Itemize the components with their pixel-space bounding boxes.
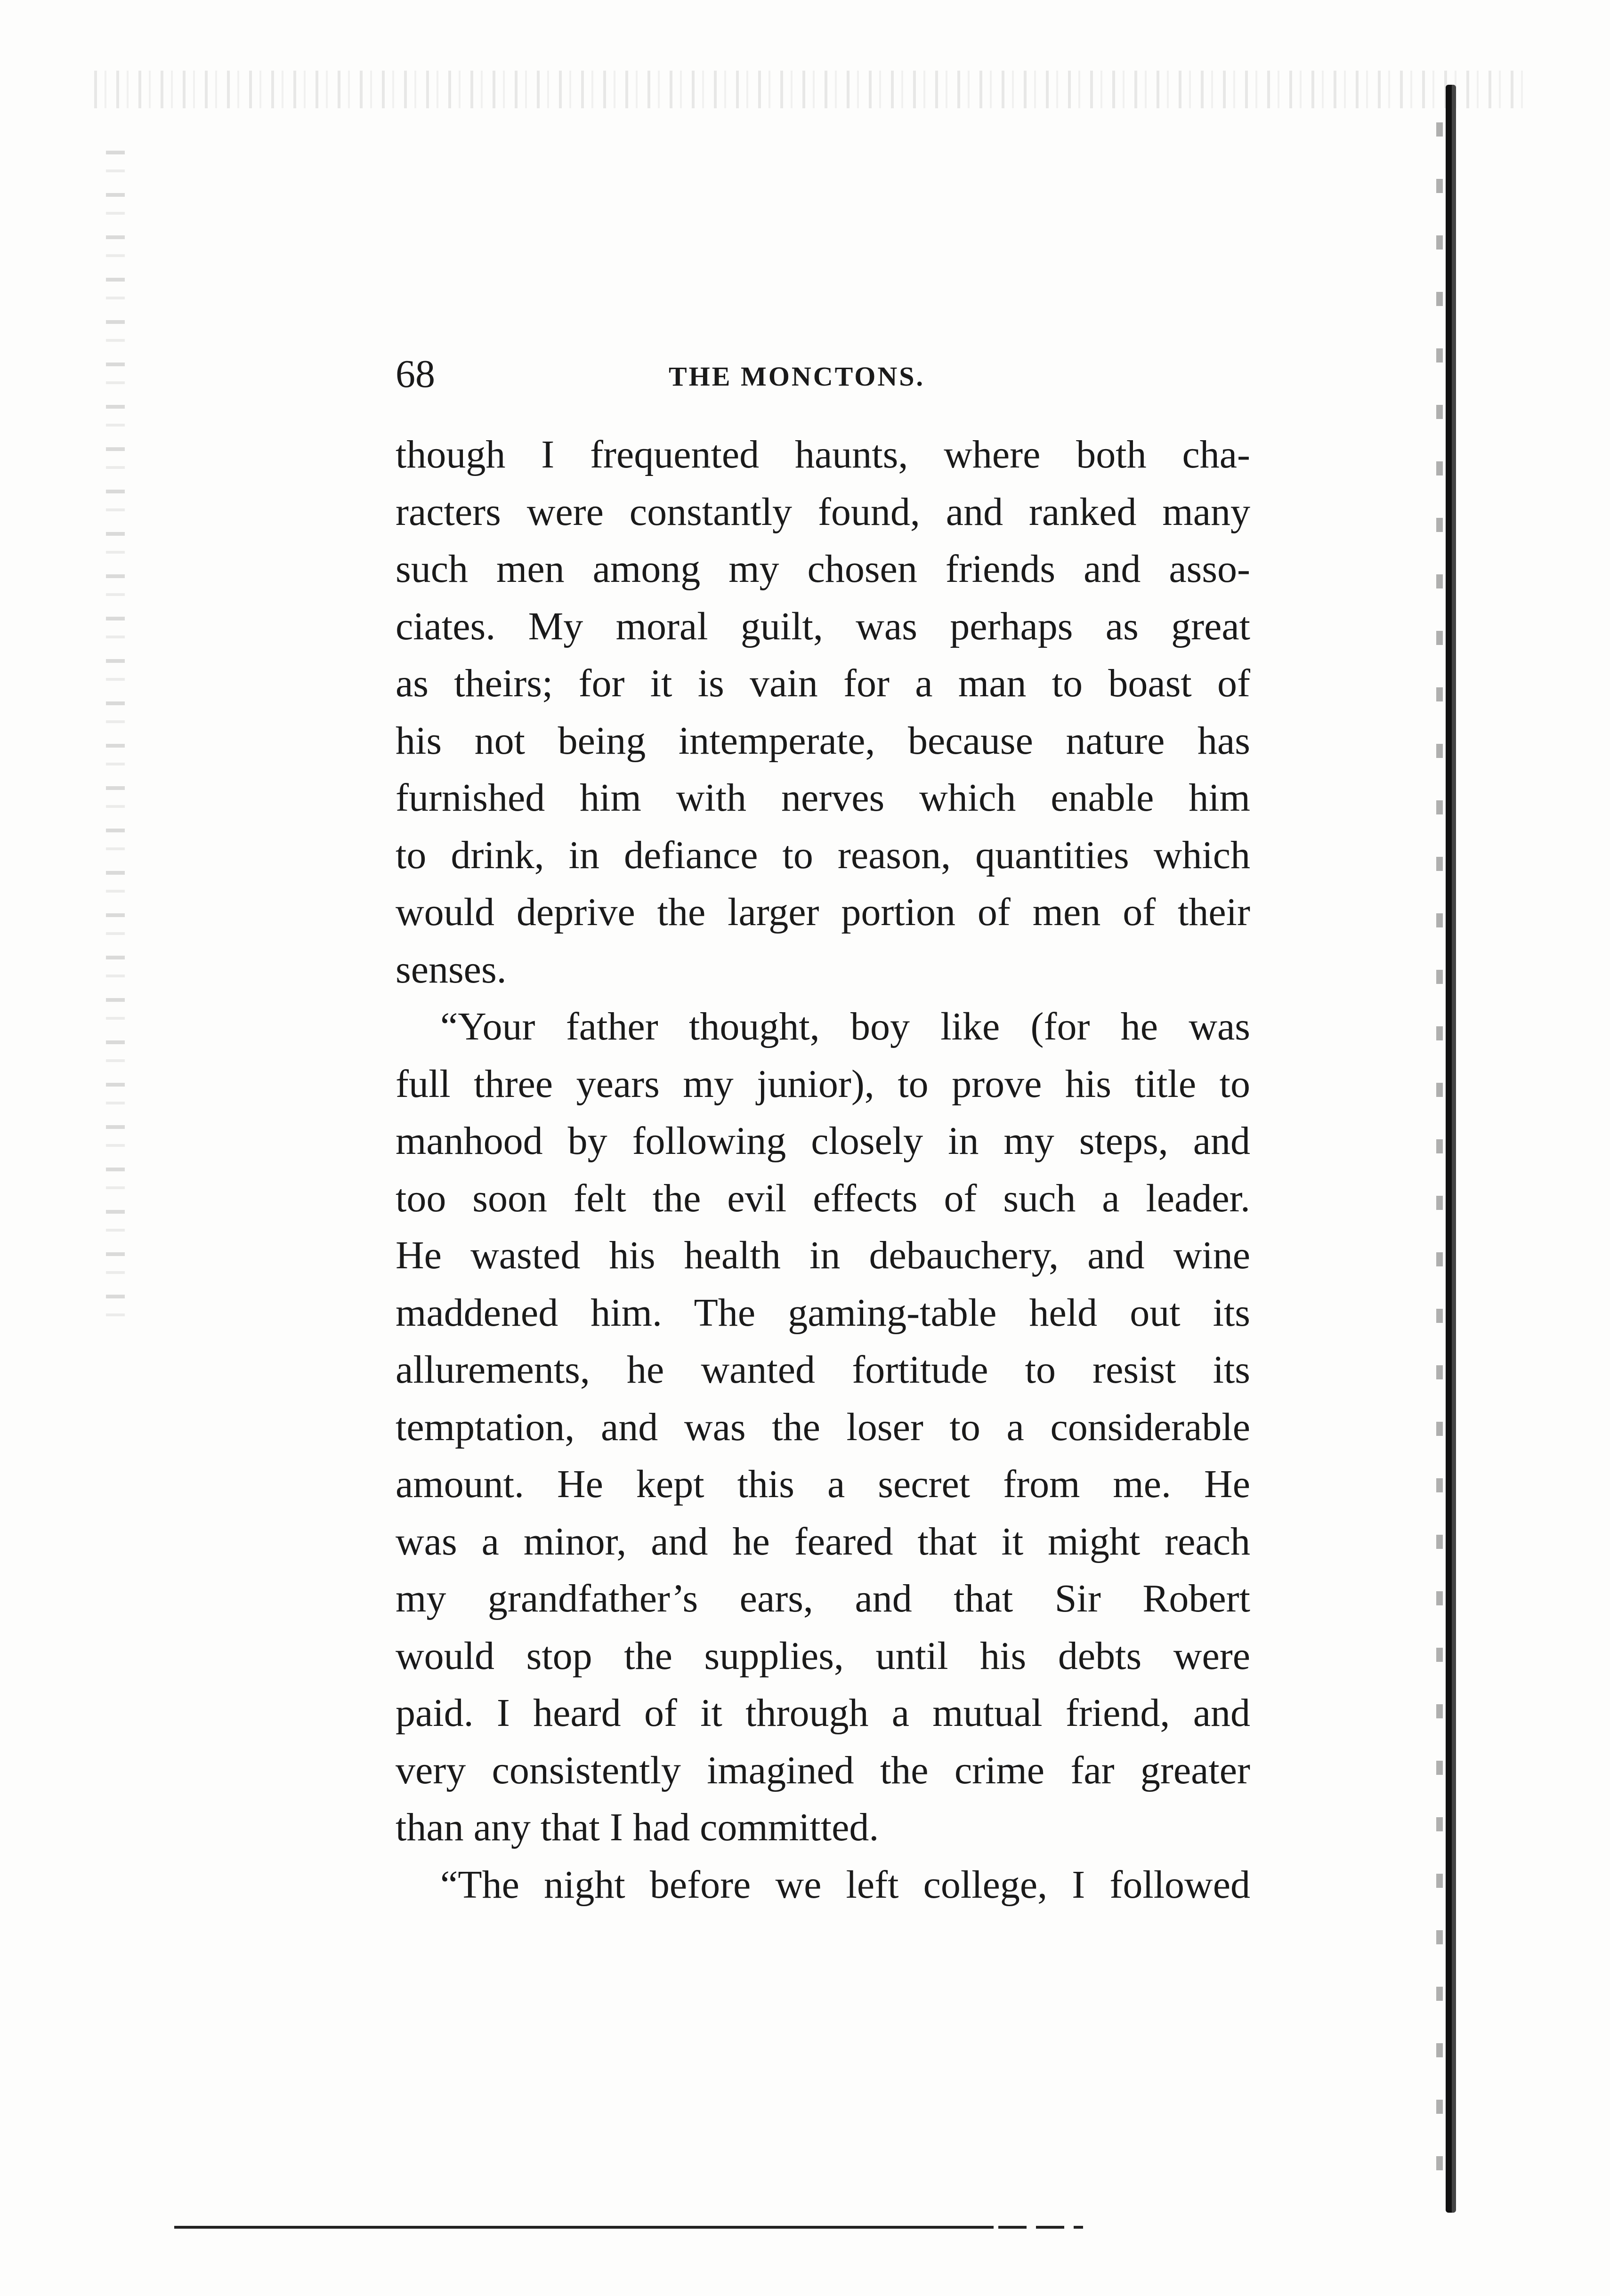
- running-head: THE MONCTONS.: [669, 361, 925, 392]
- page-binding-edge: [1446, 85, 1456, 2213]
- text-line: to drink, in defiance to reason, quantities which: [396, 833, 1250, 877]
- body-text: [396, 426, 1250, 1913]
- text-line: full three years my junior), to prove his title to: [396, 1062, 1250, 1106]
- text-line: furnished him with nerves which enable him: [396, 776, 1250, 820]
- text-line: manhood by following closely in my steps, and: [396, 1119, 1250, 1163]
- scan-noise-top: [94, 71, 1530, 108]
- text-line: his not being intemperate, because nature has: [396, 718, 1250, 763]
- page-edge-shadow: [1436, 122, 1443, 2194]
- text-line: such men among my chosen friends and asso-: [396, 547, 1250, 591]
- text-line: would stop the supplies, until his debts were: [396, 1634, 1250, 1678]
- text-line: senses.: [396, 947, 507, 991]
- text-line: paid. I heard of it through a mutual friend, and: [396, 1691, 1250, 1735]
- text-line: though I frequented haunts, where both cha-: [396, 433, 1250, 476]
- text-line: temptation, and was the loser to a considerable: [396, 1405, 1250, 1449]
- text-line: He wasted his health in debauchery, and wine: [396, 1233, 1250, 1277]
- text-line: was a minor, and he feared that it might reach: [396, 1519, 1250, 1563]
- scan-noise-left: [106, 151, 125, 1328]
- text-line: very consistently imagined the crime far greater: [396, 1748, 1250, 1792]
- text-line: ciates. My moral guilt, was perhaps as great: [396, 604, 1250, 648]
- text-line: amount. He kept this a secret from me. He: [396, 1462, 1250, 1506]
- text-line: as theirs; for it is vain for a man to boast of: [396, 661, 1250, 705]
- text-line: would deprive the larger portion of men of their: [396, 890, 1250, 934]
- text-line: “The night before we left college, I followed: [440, 1862, 1250, 1907]
- text-line: racters were constantly found, and ranked many: [396, 490, 1250, 534]
- bottom-rule: [174, 2226, 994, 2229]
- text-line: maddened him. The gaming-table held out its: [396, 1290, 1250, 1335]
- text-line: allurements, he wanted fortitude to resist its: [396, 1348, 1250, 1392]
- text-line: “Your father thought, boy like (for he was: [440, 1005, 1250, 1048]
- page-number: 68: [396, 352, 435, 396]
- text-line: too soon felt the evil effects of such a leader.: [396, 1176, 1250, 1220]
- bottom-rule-dash: [998, 2226, 1083, 2229]
- text-line: than any that I had committed.: [396, 1805, 879, 1849]
- page-header: [396, 348, 1243, 400]
- text-line: my grandfather’s ears, and that Sir Robert: [396, 1577, 1250, 1620]
